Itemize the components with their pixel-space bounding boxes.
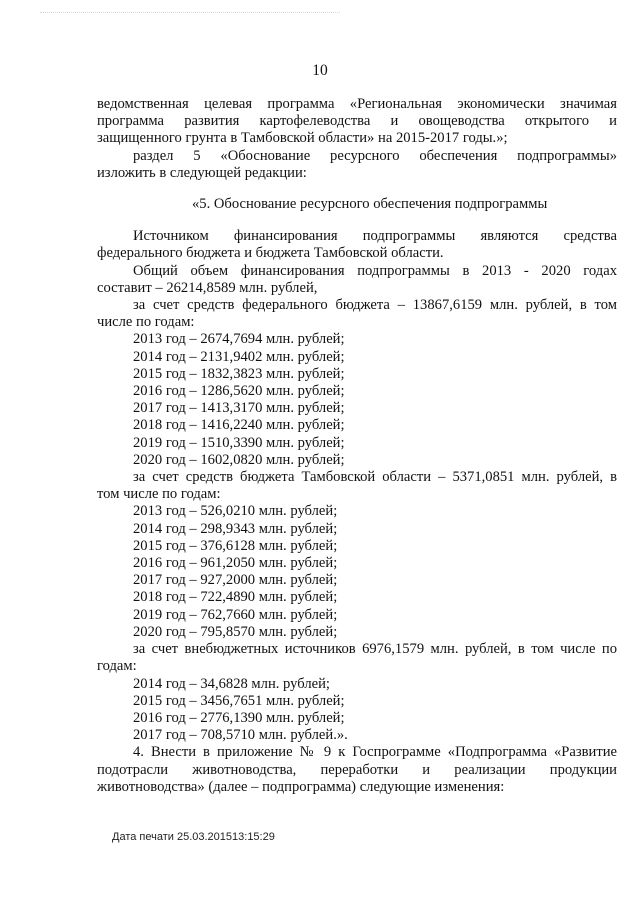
list-item: 2014 год – 2131,9402 млн. рублей; bbox=[133, 348, 345, 365]
intro-line: ведомственная целевая программа «Региональная экономически значимая bbox=[97, 96, 617, 112]
regional-line: том числе по годам: bbox=[97, 486, 221, 503]
intro-line: защищенного грунта в Тамбовской области» на 2015-2017 годы.»; bbox=[97, 130, 508, 147]
item4-line: 4. Внести в приложение № 9 к Госпрограмме «Подпрограмма «Развитие bbox=[133, 744, 617, 761]
section-heading: «5. Обоснование ресурсного обеспечения подпрограммы bbox=[192, 196, 548, 213]
federal-line: числе по годам: bbox=[97, 314, 195, 331]
intro-line: программа развития картофелеводства и овощеводства открытого и bbox=[97, 113, 617, 130]
list-item: 2013 год – 526,0210 млн. рублей; bbox=[133, 503, 338, 520]
list-item: 2019 год – 1510,3390 млн. рублей; bbox=[133, 434, 345, 451]
regional-years-list bbox=[97, 503, 617, 641]
item4-line: животноводства» (далее – подпрограмма) следующие изменения: bbox=[97, 778, 505, 795]
total-line: Общий объем финансирования подпрограммы в 2013 - 2020 годах bbox=[133, 262, 617, 279]
list-item: 2014 год – 298,9343 млн. рублей; bbox=[133, 520, 338, 537]
intro-line: раздел 5 «Обоснование ресурсного обеспечения подпрограммы» bbox=[133, 147, 617, 164]
federal-years-list bbox=[97, 331, 617, 469]
document-body bbox=[97, 96, 617, 796]
page-number: 10 bbox=[312, 62, 328, 79]
list-item: 2020 год – 1602,0820 млн. рублей; bbox=[133, 451, 345, 468]
extrabudget-line: за счет внебюджетных источников 6976,1579 млн. рублей, в том числе по bbox=[133, 641, 617, 658]
total-line: составит – 26214,8589 млн. рублей, bbox=[97, 279, 318, 296]
funding-sources-line: Источником финансирования подпрограммы являются средства bbox=[133, 228, 617, 245]
list-item: 2013 год – 2674,7694 млн. рублей; bbox=[133, 331, 345, 348]
item4-line: подотрасли животноводства, переработки и реализации продукции bbox=[97, 761, 617, 778]
list-item: 2015 год – 376,6128 млн. рублей; bbox=[133, 537, 338, 554]
list-item: 2016 год – 1286,5620 млн. рублей; bbox=[133, 383, 345, 400]
extrabudget-line: годам: bbox=[97, 658, 137, 675]
funding-sources-line: федерального бюджета и бюджета Тамбовской области. bbox=[97, 245, 444, 262]
print-date-footer: Дата печати 25.03.201513:15:29 bbox=[112, 831, 275, 843]
list-item: 2015 год – 1832,3823 млн. рублей; bbox=[133, 365, 345, 382]
list-item: 2018 год – 1416,2240 млн. рублей; bbox=[133, 417, 345, 434]
list-item: 2018 год – 722,4890 млн. рублей; bbox=[133, 589, 338, 606]
list-item: 2017 год – 708,5710 млн. рублей.». bbox=[133, 727, 348, 744]
list-item: 2017 год – 927,2000 млн. рублей; bbox=[133, 572, 338, 589]
regional-line: за счет средств бюджета Тамбовской области – 5371,0851 млн. рублей, в bbox=[133, 469, 617, 486]
list-item: 2020 год – 795,8570 млн. рублей; bbox=[133, 623, 338, 640]
list-item: 2019 год – 762,7660 млн. рублей; bbox=[133, 606, 338, 623]
federal-line: за счет средств федерального бюджета – 13867,6159 млн. рублей, в том bbox=[133, 297, 617, 314]
intro-line: изложить в следующей редакции: bbox=[97, 164, 307, 181]
list-item: 2015 год – 3456,7651 млн. рублей; bbox=[133, 692, 345, 709]
list-item: 2017 год – 1413,3170 млн. рублей; bbox=[133, 400, 345, 417]
list-item: 2016 год – 2776,1390 млн. рублей; bbox=[133, 709, 345, 726]
list-item: 2016 год – 961,2050 млн. рублей; bbox=[133, 555, 338, 572]
extrabudget-years-list bbox=[97, 676, 617, 745]
scan-artifact bbox=[40, 12, 340, 15]
list-item: 2014 год – 34,6828 млн. рублей; bbox=[133, 675, 330, 692]
